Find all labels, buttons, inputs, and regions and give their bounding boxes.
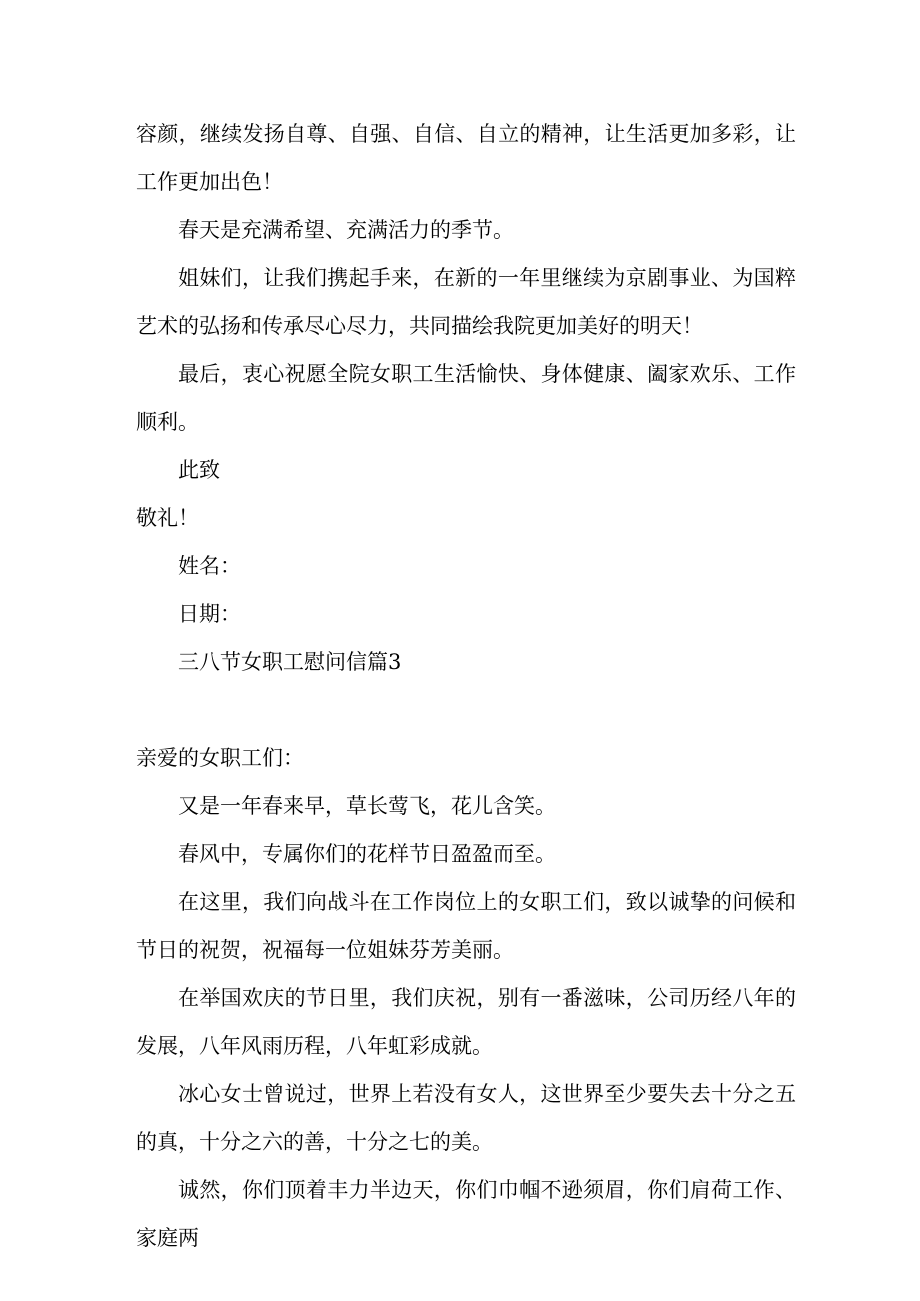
paragraph-spring: 春天是充满希望、充满活力的季节。 [178,218,514,242]
section-heading: 三八节女职工慰问信篇3 [178,650,402,674]
document-body [136,110,796,1262]
paragraph-wishes: 最后，衷心祝愿全院女职工生活愉快、身体健康、阖家欢乐、工作顺利。 [136,362,796,434]
salutation: 亲爱的女职工们： [136,746,304,770]
paragraph-bingxin-quote: 冰心女士曾说过，世界上若没有女人，这世界至少要失去十分之五的真，十分之六的善，十分之七的美。 [136,1082,796,1154]
blank-line [136,686,796,734]
closing-cizhi: 此致 [178,458,220,482]
closing-jingli: 敬礼！ [136,506,199,530]
paragraph-truly: 诚然，你们顶着丰力半边天，你们巾帼不逊须眉，你们肩荷工作、家庭两 [136,1178,796,1250]
paragraph-greetings: 在这里，我们向战斗在工作岗位上的女职工们，致以诚挚的问候和节日的祝贺，祝福每一位姐妹芬芳美丽。 [136,890,796,962]
paragraph-festival: 春风中，专属你们的花样节日盈盈而至。 [178,842,556,866]
paragraph-early-spring: 又是一年春来早，草长莺飞，花儿含笑。 [178,794,556,818]
paragraph-celebration: 在举国欢庆的节日里，我们庆祝，别有一番滋味，公司历经八年的发展，八年风雨历程，八年虹彩成就。 [136,986,796,1058]
signature-date: 日期： [178,602,241,626]
paragraph-continuation: 容颜，继续发扬自尊、自强、自信、自立的精神，让生活更加多彩，让工作更加出色！ [136,122,796,194]
paragraph-sisters: 姐妹们，让我们携起手来，在新的一年里继续为京剧事业、为国粹艺术的弘扬和传承尽心尽力，共同描绘我院更加美好的明天！ [136,266,796,338]
signature-name: 姓名： [178,554,241,578]
